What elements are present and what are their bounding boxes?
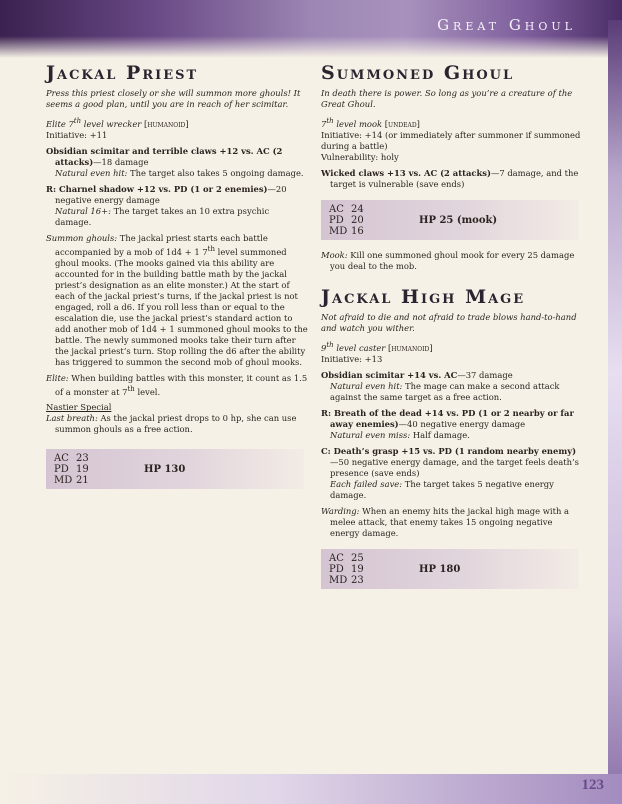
flavor-text: Not afraid to die and not afraid to trade blows hand-to-hand and watch you wither. (321, 311, 577, 333)
role-line: 9th level caster [humanoid] (321, 340, 433, 353)
attack-entry: Wicked claws +13 vs. AC (2 attacks)—7 damage, and the target is vulnerable (save ends) (321, 167, 579, 189)
defense-box (46, 449, 304, 489)
ac-value: 24 (351, 203, 364, 215)
attack-trigger: Each failed save: The target takes 5 negative energy damage. (330, 478, 554, 500)
md-value: 21 (76, 475, 89, 487)
ability-summon-ghouls: Summon ghouls: The jackal priest starts each battle accompanied by a mob of 1d4 + 1 7th level summoned ghoul mooks. (The mooks gained via this ability are accounted for in the building battle math by the jackal priest’s designation as an elite monster.) At the start of each of the jackal priest’s turns, if the jackal priest is not engaged, roll a d6. If you roll less than or equal to the escalation die, use the jackal priest’s standard action to add another mob of 1d4 + 1 summoned ghoul mooks to the battle. The newly summoned mooks take their turn after the jackal priest’s turn. Stop rolling the d6 after the ability has triggered to summon the second mob of ghoul mooks. (46, 232, 308, 367)
hp-value: HP 130 (144, 464, 186, 476)
ac-label: AC (329, 552, 344, 564)
ac-value: 23 (76, 453, 89, 465)
vulnerability: Vulnerability: holy (321, 151, 399, 162)
ac-label: AC (54, 453, 69, 465)
md-value: 23 (351, 574, 364, 586)
ac-label: AC (329, 203, 344, 215)
stat-block-title: Summoned Ghoul (321, 62, 515, 84)
pd-value: 19 (351, 563, 364, 575)
ability-mook: Mook: Kill one summoned ghoul mook for every 25 damage you deal to the mob. (321, 249, 575, 271)
hp-value: HP 180 (419, 563, 461, 575)
md-label: MD (54, 475, 73, 487)
ability-last-breath: Last breath: As the jackal priest drops to 0 hp, she can use summon ghouls as a free action. (46, 413, 297, 435)
attack-trigger: Natural even hit: The mage can make a second attack against the same target as a free action. (330, 380, 560, 402)
attack-entry: Obsidian scimitar and terrible claws +12 vs. AC (2 attacks)—18 damage (46, 145, 283, 167)
left-column (46, 62, 308, 489)
right-column (321, 62, 583, 589)
attack-entry: R: Breath of the dead +14 vs. PD (1 or 2 nearby or far away enemies)—40 negative energy damage (321, 407, 574, 429)
initiative: Initiative: +13 (321, 353, 383, 364)
role-line: 7th level mook [undead] (321, 117, 420, 129)
attack-trigger: Natural even hit: The target also takes 5 ongoing damage. (55, 167, 304, 178)
md-value: 16 (351, 225, 364, 237)
attack-entry: Obsidian scimitar +14 vs. AC—37 damage (321, 369, 513, 380)
initiative: Initiative: +14 (or immediately after summoner if summoned during a battle) (321, 129, 581, 151)
flavor-text: In death there is power. So long as you’re a creature of the Great Ghoul. (321, 88, 573, 109)
attack-trigger: Natural even miss: Half damage. (330, 429, 470, 440)
stat-block-title: Jackal Priest (46, 62, 199, 84)
defense-box (321, 549, 579, 589)
ability-elite: Elite: When building battles with this monster, it count as 1.5 of a monster at 7th level. (46, 372, 308, 397)
pd-value: 19 (76, 464, 89, 476)
initiative: Initiative: +11 (46, 129, 108, 140)
defense-box (321, 200, 579, 240)
nastier-special-heading: Nastier Special (46, 402, 112, 413)
pd-label: PD (329, 563, 344, 575)
pd-label: PD (329, 214, 344, 226)
footer-band (0, 774, 622, 804)
attack-entry: R: Charnel shadow +12 vs. PD (1 or 2 enemies)—20 negative energy damage (46, 183, 287, 205)
attack-entry: C: Death’s grasp +15 vs. PD (1 random nearby enemy)—50 negative energy damage, and the target feels death’s presence (save ends) (321, 445, 579, 478)
pd-label: PD (54, 464, 69, 476)
stat-block-title: Jackal High Mage (321, 285, 526, 308)
md-label: MD (329, 225, 348, 237)
ac-value: 25 (351, 552, 364, 564)
ability-warding: Warding: When an enemy hits the jackal high mage with a melee attack, that enemy takes 15 ongoing negative energy damage. (321, 505, 569, 538)
md-label: MD (329, 574, 348, 586)
right-border (608, 20, 622, 804)
page-number: 123 (581, 777, 604, 793)
hp-value: HP 25 (mook) (419, 214, 498, 226)
attack-trigger: Natural 16+: The target takes an 10 extra psychic damage. (55, 205, 270, 227)
pd-value: 20 (351, 214, 364, 226)
flavor-text: Press this priest closely or she will summon more ghouls! It seems a good plan, until you are in reach of her scimitar. (46, 88, 301, 109)
chapter-title: Great Ghoul (437, 16, 576, 34)
role-line: Elite 7th level wrecker [humanoid] (46, 117, 189, 129)
